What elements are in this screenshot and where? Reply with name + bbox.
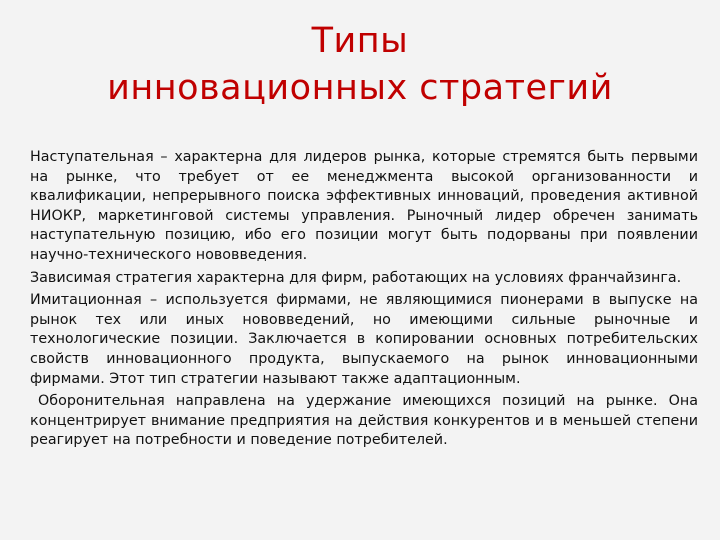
title-line-1: Типы: [311, 21, 409, 61]
slide-body: [30, 148, 698, 454]
paragraph-text: – характерна для лидеров рынка, которые стремятся быть первыми на рынке, что требует от ее менеджмента высокой организованности и квалификации, непрерывного поиска эффективных инноваций, проведения активной НИОКР, маркетинговой системы управления. Рыночный лидер обречен занимать наступательную позицию, ибо его позиции могут быть подорваны при появлении научно-технического нововведения.: [30, 149, 698, 263]
paragraph-imitation-strategy: [30, 291, 698, 389]
paragraph-offensive-strategy: [30, 148, 698, 266]
term-dependent: Зависимая стратегия: [30, 269, 193, 286]
paragraph-text: – используется фирмами, не являющимися пионерами в выпуске на рынок тех или иных нововведений, но имеющими сильные рыночные и технологические позиции. Заключается в копировании основных потребительских свойств инновационного продукта, выпускаемого на рынок инновационными фирмами. Этот тип стратегии называют также адаптационным.: [30, 292, 698, 387]
term-imitation: Имитационная: [30, 292, 142, 309]
paragraph-text: характерна для фирм, работающих на условиях франчайзинга.: [192, 269, 682, 286]
paragraph-dependent-strategy: [30, 269, 698, 289]
paragraph-text: направлена на удержание имеющихся позиций на рынке. Она концентрирует внимание предприятия на действия конкурентов и в меньшей степени реагирует на потребности и поведение потребителей.: [30, 393, 698, 449]
paragraph-defensive-strategy: [30, 392, 698, 451]
title-line-2: инновационных стратегий: [107, 68, 613, 108]
term-offensive: Наступательная: [30, 149, 154, 165]
slide-title: [0, 18, 720, 112]
term-defensive: Оборонительная: [38, 393, 165, 410]
